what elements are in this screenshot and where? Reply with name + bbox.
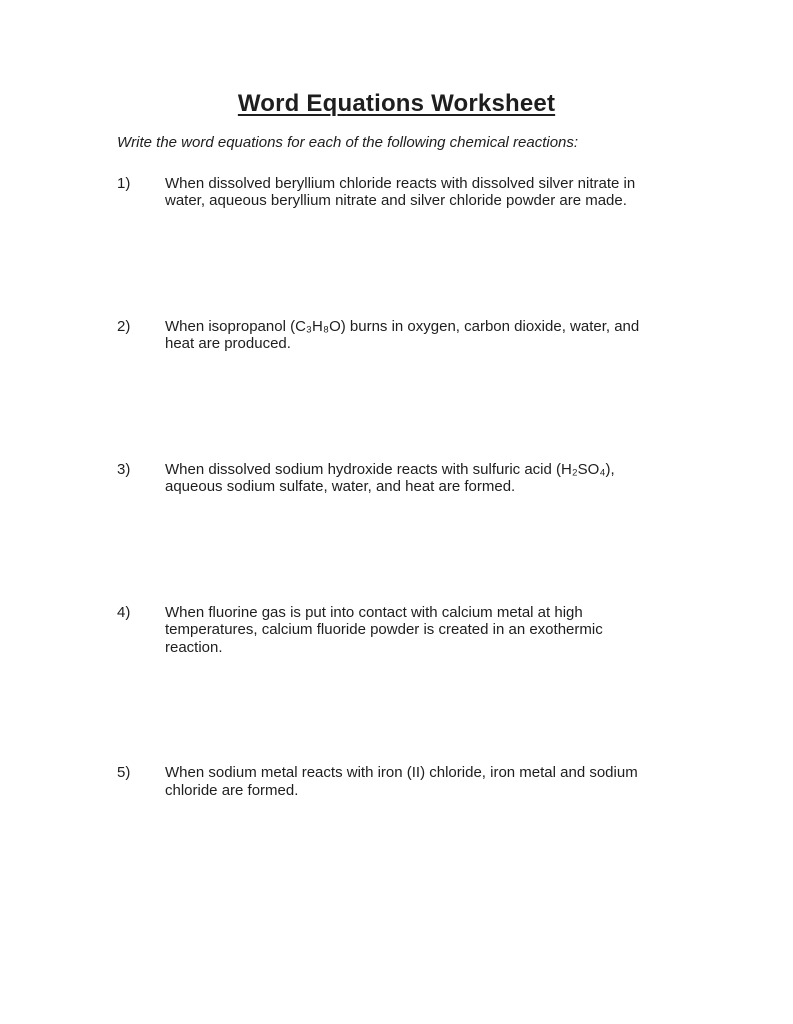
worksheet-item xyxy=(117,461,713,496)
item-number: 5) xyxy=(117,764,131,781)
item-text xyxy=(165,175,713,210)
item-line: When isopropanol (C₃H₈O) burns in oxygen, carbon dioxide, water, and xyxy=(165,317,640,335)
item-line: When dissolved sodium hydroxide reacts with sulfuric acid (H₂SO₄), xyxy=(165,460,615,478)
worksheet-item xyxy=(117,318,713,353)
item-text xyxy=(165,604,713,657)
item-line: chloride are formed. xyxy=(165,781,299,799)
item-line: aqueous sodium sulfate, water, and heat are formed. xyxy=(165,478,516,495)
item-line: reaction. xyxy=(165,638,223,656)
item-text xyxy=(165,764,713,799)
item-number: 4) xyxy=(117,603,131,621)
worksheet-content xyxy=(117,134,713,799)
item-line: temperatures, calcium fluoride powder is created in an exothermic xyxy=(165,621,603,638)
title-wrap xyxy=(0,90,793,118)
item-line: heat are produced. xyxy=(165,335,291,352)
item-number: 2) xyxy=(117,317,131,335)
item-text xyxy=(165,318,713,353)
item-line: When fluorine gas is put into contact with calcium metal at high xyxy=(165,603,583,621)
item-line: When dissolved beryllium chloride reacts with dissolved silver nitrate in xyxy=(165,174,636,192)
instruction-text: Write the word equations for each of the following chemical reactions: xyxy=(117,134,579,151)
item-line: When sodium metal reacts with iron (II) chloride, iron metal and sodium xyxy=(165,764,638,781)
page-title: Word Equations Worksheet xyxy=(237,90,556,117)
worksheet-items xyxy=(117,175,713,800)
worksheet-item xyxy=(117,764,713,799)
worksheet-item xyxy=(117,175,713,210)
item-line: water, aqueous beryllium nitrate and silver chloride powder are made. xyxy=(165,192,627,209)
item-text xyxy=(165,461,713,496)
item-number: 1) xyxy=(117,174,131,192)
worksheet-item xyxy=(117,604,713,657)
item-number: 3) xyxy=(117,460,131,478)
